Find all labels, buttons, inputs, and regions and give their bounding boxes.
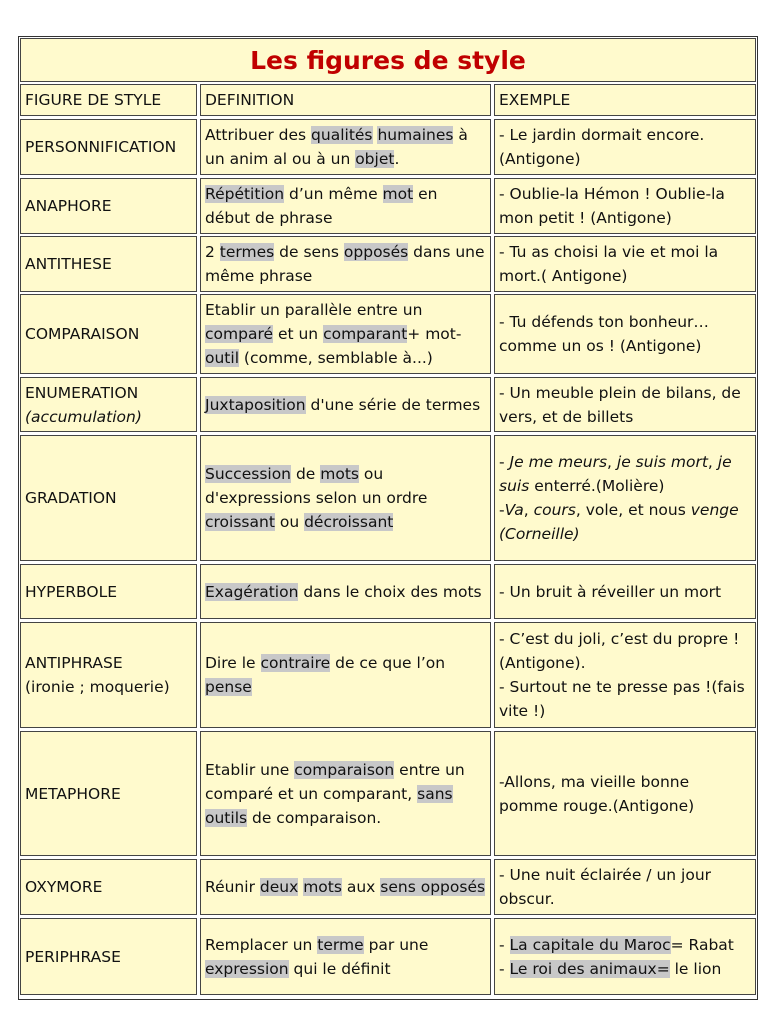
text-segment: PERIPHRASE: [25, 947, 121, 966]
highlighted-term: Le roi des animaux=: [509, 959, 670, 978]
text-segment: ENUMERATION: [25, 383, 139, 402]
highlighted-term: pense: [205, 678, 252, 696]
text-segment: - Oublie-la Hémon ! Oublie-la mon petit ! (Antigone): [499, 185, 725, 227]
definition-cell: [200, 564, 491, 619]
figure-cell: [20, 294, 197, 374]
text-segment: ANTIPHRASE: [25, 654, 123, 672]
text-segment: - Tu as choisi la vie et moi la mort.( Antigone): [499, 243, 719, 285]
highlighted-term: Répétition: [205, 185, 285, 203]
example-cell: [494, 918, 756, 995]
definition-cell: [200, 731, 491, 856]
figure-cell: [20, 435, 197, 561]
text-segment: -: [499, 959, 510, 978]
example-cell: [494, 236, 756, 292]
highlighted-term: mots: [303, 878, 342, 896]
text-segment: Attribuer des: [205, 126, 312, 144]
text-segment: cours: [533, 501, 576, 519]
figure-cell: [20, 564, 197, 619]
text-segment: OXYMORE: [25, 878, 103, 896]
text-segment: je suis mort: [616, 453, 708, 471]
text-segment: Etablir un parallèle entre un: [205, 301, 423, 319]
table-row: [20, 435, 756, 561]
text-segment: qui le définit: [288, 959, 391, 978]
figure-cell: [20, 377, 197, 432]
highlighted-term: termes: [219, 243, 275, 261]
definition-cell: [200, 622, 491, 728]
text-segment: d'une série de termes: [305, 395, 481, 414]
text-segment: ANTITHESE: [25, 255, 112, 273]
highlighted-term: contraire: [260, 654, 331, 672]
table-row: [20, 377, 756, 432]
text-segment: de ce que l’on: [330, 654, 446, 672]
highlighted-term: sens opposés: [380, 878, 486, 896]
text-segment: par une: [363, 935, 429, 954]
text-segment: ,: [707, 453, 718, 471]
text-segment: - Surtout ne te presse pas !(fais vite !): [499, 678, 745, 720]
example-cell: [494, 564, 756, 619]
figure-cell: [20, 236, 197, 292]
highlighted-term: mots: [320, 465, 359, 483]
text-segment: dans le choix des mots: [298, 582, 482, 601]
text-segment: - Une nuit éclairée / un jour obscur.: [499, 866, 712, 908]
header-definition: DEFINITION: [200, 84, 491, 116]
highlighted-term: Succession: [205, 465, 292, 483]
highlighted-term: humaines: [377, 126, 454, 144]
definition-cell: [200, 859, 491, 915]
text-segment: Réunir: [205, 878, 260, 896]
definition-cell: [200, 918, 491, 995]
highlighted-term: objet: [355, 150, 395, 168]
header-figure: FIGURE DE STYLE: [20, 84, 197, 116]
example-cell: [494, 119, 756, 175]
text-segment: - Tu défends ton bonheur…comme un os ! (Antigone): [499, 313, 709, 355]
text-segment: - C’est du joli, c’est du propre ! (Antigone).: [499, 630, 740, 672]
figure-cell: [20, 178, 197, 234]
table-row: [20, 918, 756, 995]
highlighted-term: Juxtaposition: [205, 395, 306, 414]
header-example: EXEMPLE: [494, 84, 756, 116]
text-segment: GRADATION: [25, 489, 117, 507]
highlighted-term: mot: [382, 185, 414, 203]
table-row: [20, 236, 756, 292]
example-cell: [494, 435, 756, 561]
text-segment: aux: [341, 878, 381, 896]
table-row: [20, 294, 756, 374]
highlighted-term: expression: [205, 959, 289, 978]
table-row: [20, 119, 756, 175]
highlighted-term: La capitale du Maroc: [509, 935, 671, 954]
figure-cell: [20, 731, 197, 856]
figure-cell: [20, 119, 197, 175]
highlighted-term: outil: [205, 349, 239, 367]
table-row: [20, 178, 756, 234]
highlighted-term: Exagération: [205, 582, 299, 601]
text-segment: ,: [607, 453, 617, 471]
text-segment: venge (Corneille): [499, 501, 739, 543]
highlighted-term: deux: [259, 878, 299, 896]
header-row: [20, 84, 756, 116]
definition-cell: [200, 377, 491, 432]
text-segment: Dire le: [205, 654, 261, 672]
table-row: [20, 859, 756, 915]
text-segment: d’un même: [284, 185, 383, 203]
figure-cell: [20, 918, 197, 995]
text-segment: - Un bruit à réveiller un mort: [499, 582, 722, 601]
highlighted-term: sans outils: [205, 784, 453, 827]
highlighted-term: terme: [317, 935, 364, 954]
example-cell: [494, 294, 756, 374]
text-segment: Je me meurs: [509, 453, 608, 471]
table-row: [20, 564, 756, 619]
highlighted-term: croissant: [205, 513, 275, 531]
text-segment: (ironie ; moquerie): [25, 678, 170, 696]
text-segment: ,: [523, 501, 534, 519]
example-cell: [494, 731, 756, 856]
text-segment: -Allons, ma vieille bonne pomme rouge.(Antigone): [499, 772, 695, 815]
highlighted-term: qualités: [311, 126, 373, 144]
text-segment: ou d'expressions selon un ordre: [205, 465, 428, 507]
figure-cell: [20, 622, 197, 728]
text-segment: ANAPHORE: [25, 197, 112, 215]
text-segment: -: [499, 501, 505, 519]
text-segment: dans une même phrase: [205, 243, 485, 285]
text-segment: 2: [205, 243, 220, 261]
text-segment: -: [499, 935, 510, 954]
text-segment: je suis: [499, 453, 732, 495]
table-row: [20, 731, 756, 856]
definition-cell: [200, 236, 491, 292]
text-segment: (comme, semblable à...): [239, 349, 433, 367]
text-segment: à un anim al ou à un: [205, 126, 468, 168]
text-segment: en début de phrase: [205, 185, 438, 227]
text-segment: HYPERBOLE: [25, 582, 118, 601]
table-title-cell: [20, 38, 756, 82]
definition-cell: [200, 178, 491, 234]
table-row: [20, 622, 756, 728]
text-segment: PERSONNIFICATION: [25, 138, 177, 156]
example-cell: [494, 178, 756, 234]
definition-cell: [200, 435, 491, 561]
highlighted-term: comparant: [323, 325, 408, 343]
text-segment: - Un meuble plein de bilans, de vers, et de billets: [499, 383, 741, 426]
text-segment: Remplacer un: [205, 935, 318, 954]
text-segment: Etablir une: [205, 760, 295, 779]
table-title: Les figures de style: [250, 45, 526, 75]
example-cell: [494, 859, 756, 915]
example-cell: [494, 622, 756, 728]
highlighted-term: opposés: [343, 243, 409, 261]
text-segment: enterré.(Molière): [529, 477, 665, 495]
definition-cell: [200, 294, 491, 374]
text-segment: de: [291, 465, 321, 483]
text-segment: de sens: [274, 243, 344, 261]
text-segment: = Rabat: [670, 935, 734, 954]
text-segment: de comparaison.: [247, 808, 382, 827]
text-segment: et un: [273, 325, 324, 343]
highlighted-term: décroissant: [304, 513, 394, 531]
text-segment: COMPARAISON: [25, 325, 140, 343]
text-segment: le lion: [669, 959, 722, 978]
highlighted-term: comparé: [205, 325, 274, 343]
text-segment: ou: [274, 513, 305, 531]
text-segment: -: [499, 453, 510, 471]
definition-cell: [200, 119, 491, 175]
figure-cell: [20, 859, 197, 915]
text-segment: entre un comparé et un comparant,: [205, 760, 465, 803]
text-segment: Va: [504, 501, 524, 519]
text-segment: (accumulation): [25, 407, 142, 426]
highlighted-term: comparaison: [294, 760, 395, 779]
text-segment: METAPHORE: [25, 784, 121, 803]
text-segment: .: [394, 150, 400, 168]
text-segment: - Le jardin dormait encore. (Antigone): [499, 126, 705, 168]
text-segment: + mot-: [407, 325, 462, 343]
example-cell: [494, 377, 756, 432]
text-segment: , vole, et nous: [575, 501, 691, 519]
